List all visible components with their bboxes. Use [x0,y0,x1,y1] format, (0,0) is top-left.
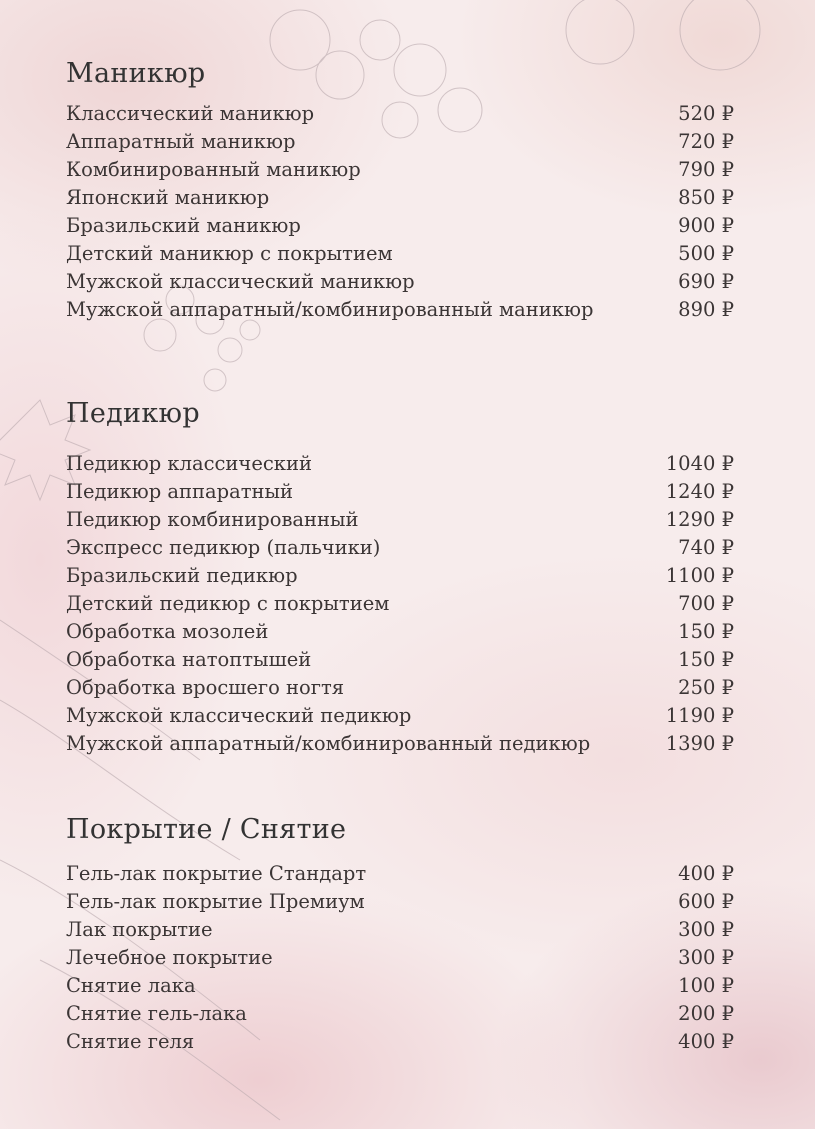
section-pedicure [66,396,734,758]
service-name: Снятие геля [66,1030,195,1053]
service-price: 900 ₽ [678,214,734,237]
service-name: Гель-лак покрытие Премиум [66,890,365,913]
service-price: 300 ₽ [678,918,734,941]
service-price: 700 ₽ [678,592,734,615]
service-price: 890 ₽ [678,298,734,321]
section-title: Педикюр [66,398,200,429]
list-item [66,562,734,590]
service-price: 790 ₽ [678,158,734,181]
service-price: 150 ₽ [678,648,734,671]
list-item [66,590,734,618]
service-price: 200 ₽ [678,1002,734,1025]
section-manicure [66,56,734,324]
service-name: Снятие лака [66,974,196,997]
service-price: 600 ₽ [678,890,734,913]
service-price: 1100 ₽ [665,564,734,587]
list-item [66,888,734,916]
service-price: 400 ₽ [678,1030,734,1053]
list-item [66,478,734,506]
list-item [66,730,734,758]
service-price: 520 ₽ [678,102,734,125]
service-name: Аппаратный маникюр [66,130,296,153]
list-item [66,268,734,296]
service-name: Детский маникюр с покрытием [66,242,393,265]
service-name: Педикюр комбинированный [66,508,359,531]
service-name: Лак покрытие [66,918,213,941]
list-item [66,156,734,184]
list-item [66,240,734,268]
service-name: Экспресс педикюр (пальчики) [66,536,381,559]
list-item [66,916,734,944]
service-price: 740 ₽ [678,536,734,559]
list-item [66,618,734,646]
service-price: 300 ₽ [678,946,734,969]
service-price: 1040 ₽ [665,452,734,475]
service-name: Снятие гель-лака [66,1002,247,1025]
list-item [66,184,734,212]
service-price: 690 ₽ [678,270,734,293]
service-price: 100 ₽ [678,974,734,997]
service-price: 1240 ₽ [665,480,734,503]
service-name: Комбинированный маникюр [66,158,361,181]
service-name: Гель-лак покрытие Стандарт [66,862,367,885]
list-item [66,212,734,240]
list-item [66,128,734,156]
list-item [66,674,734,702]
service-name: Мужской классический педикюр [66,704,412,727]
list-item [66,702,734,730]
list-item [66,972,734,1000]
list-item [66,506,734,534]
service-price: 400 ₽ [678,862,734,885]
service-price: 500 ₽ [678,242,734,265]
service-price: 720 ₽ [678,130,734,153]
section-coating-removal [66,812,734,1056]
list-item [66,1000,734,1028]
list-item [66,534,734,562]
service-name: Лечебное покрытие [66,946,273,969]
service-name: Обработка мозолей [66,620,269,643]
section-title: Маникюр [66,58,206,89]
service-name: Японский маникюр [66,186,270,209]
list-item [66,296,734,324]
service-price: 150 ₽ [678,620,734,643]
section-title: Покрытие / Снятие [66,814,347,845]
service-price: 850 ₽ [678,186,734,209]
service-name: Детский педикюр с покрытием [66,592,390,615]
service-name: Педикюр аппаратный [66,480,294,503]
list-item [66,860,734,888]
service-price: 1290 ₽ [665,508,734,531]
service-name: Мужской аппаратный/комбинированный педикюр [66,732,591,755]
service-name: Обработка вросшего ногтя [66,676,345,699]
service-price: 250 ₽ [678,676,734,699]
service-name: Обработка натоптышей [66,648,312,671]
service-name: Классический маникюр [66,102,315,125]
service-name: Мужской аппаратный/комбинированный маникюр [66,298,594,321]
service-name: Педикюр классический [66,452,312,475]
service-name: Бразильский педикюр [66,564,298,587]
list-item [66,944,734,972]
service-price: 1190 ₽ [665,704,734,727]
list-item [66,450,734,478]
list-item [66,1028,734,1056]
service-price: 1390 ₽ [665,732,734,755]
list-item [66,646,734,674]
service-name: Мужской классический маникюр [66,270,415,293]
service-name: Бразильский маникюр [66,214,301,237]
list-item [66,100,734,128]
